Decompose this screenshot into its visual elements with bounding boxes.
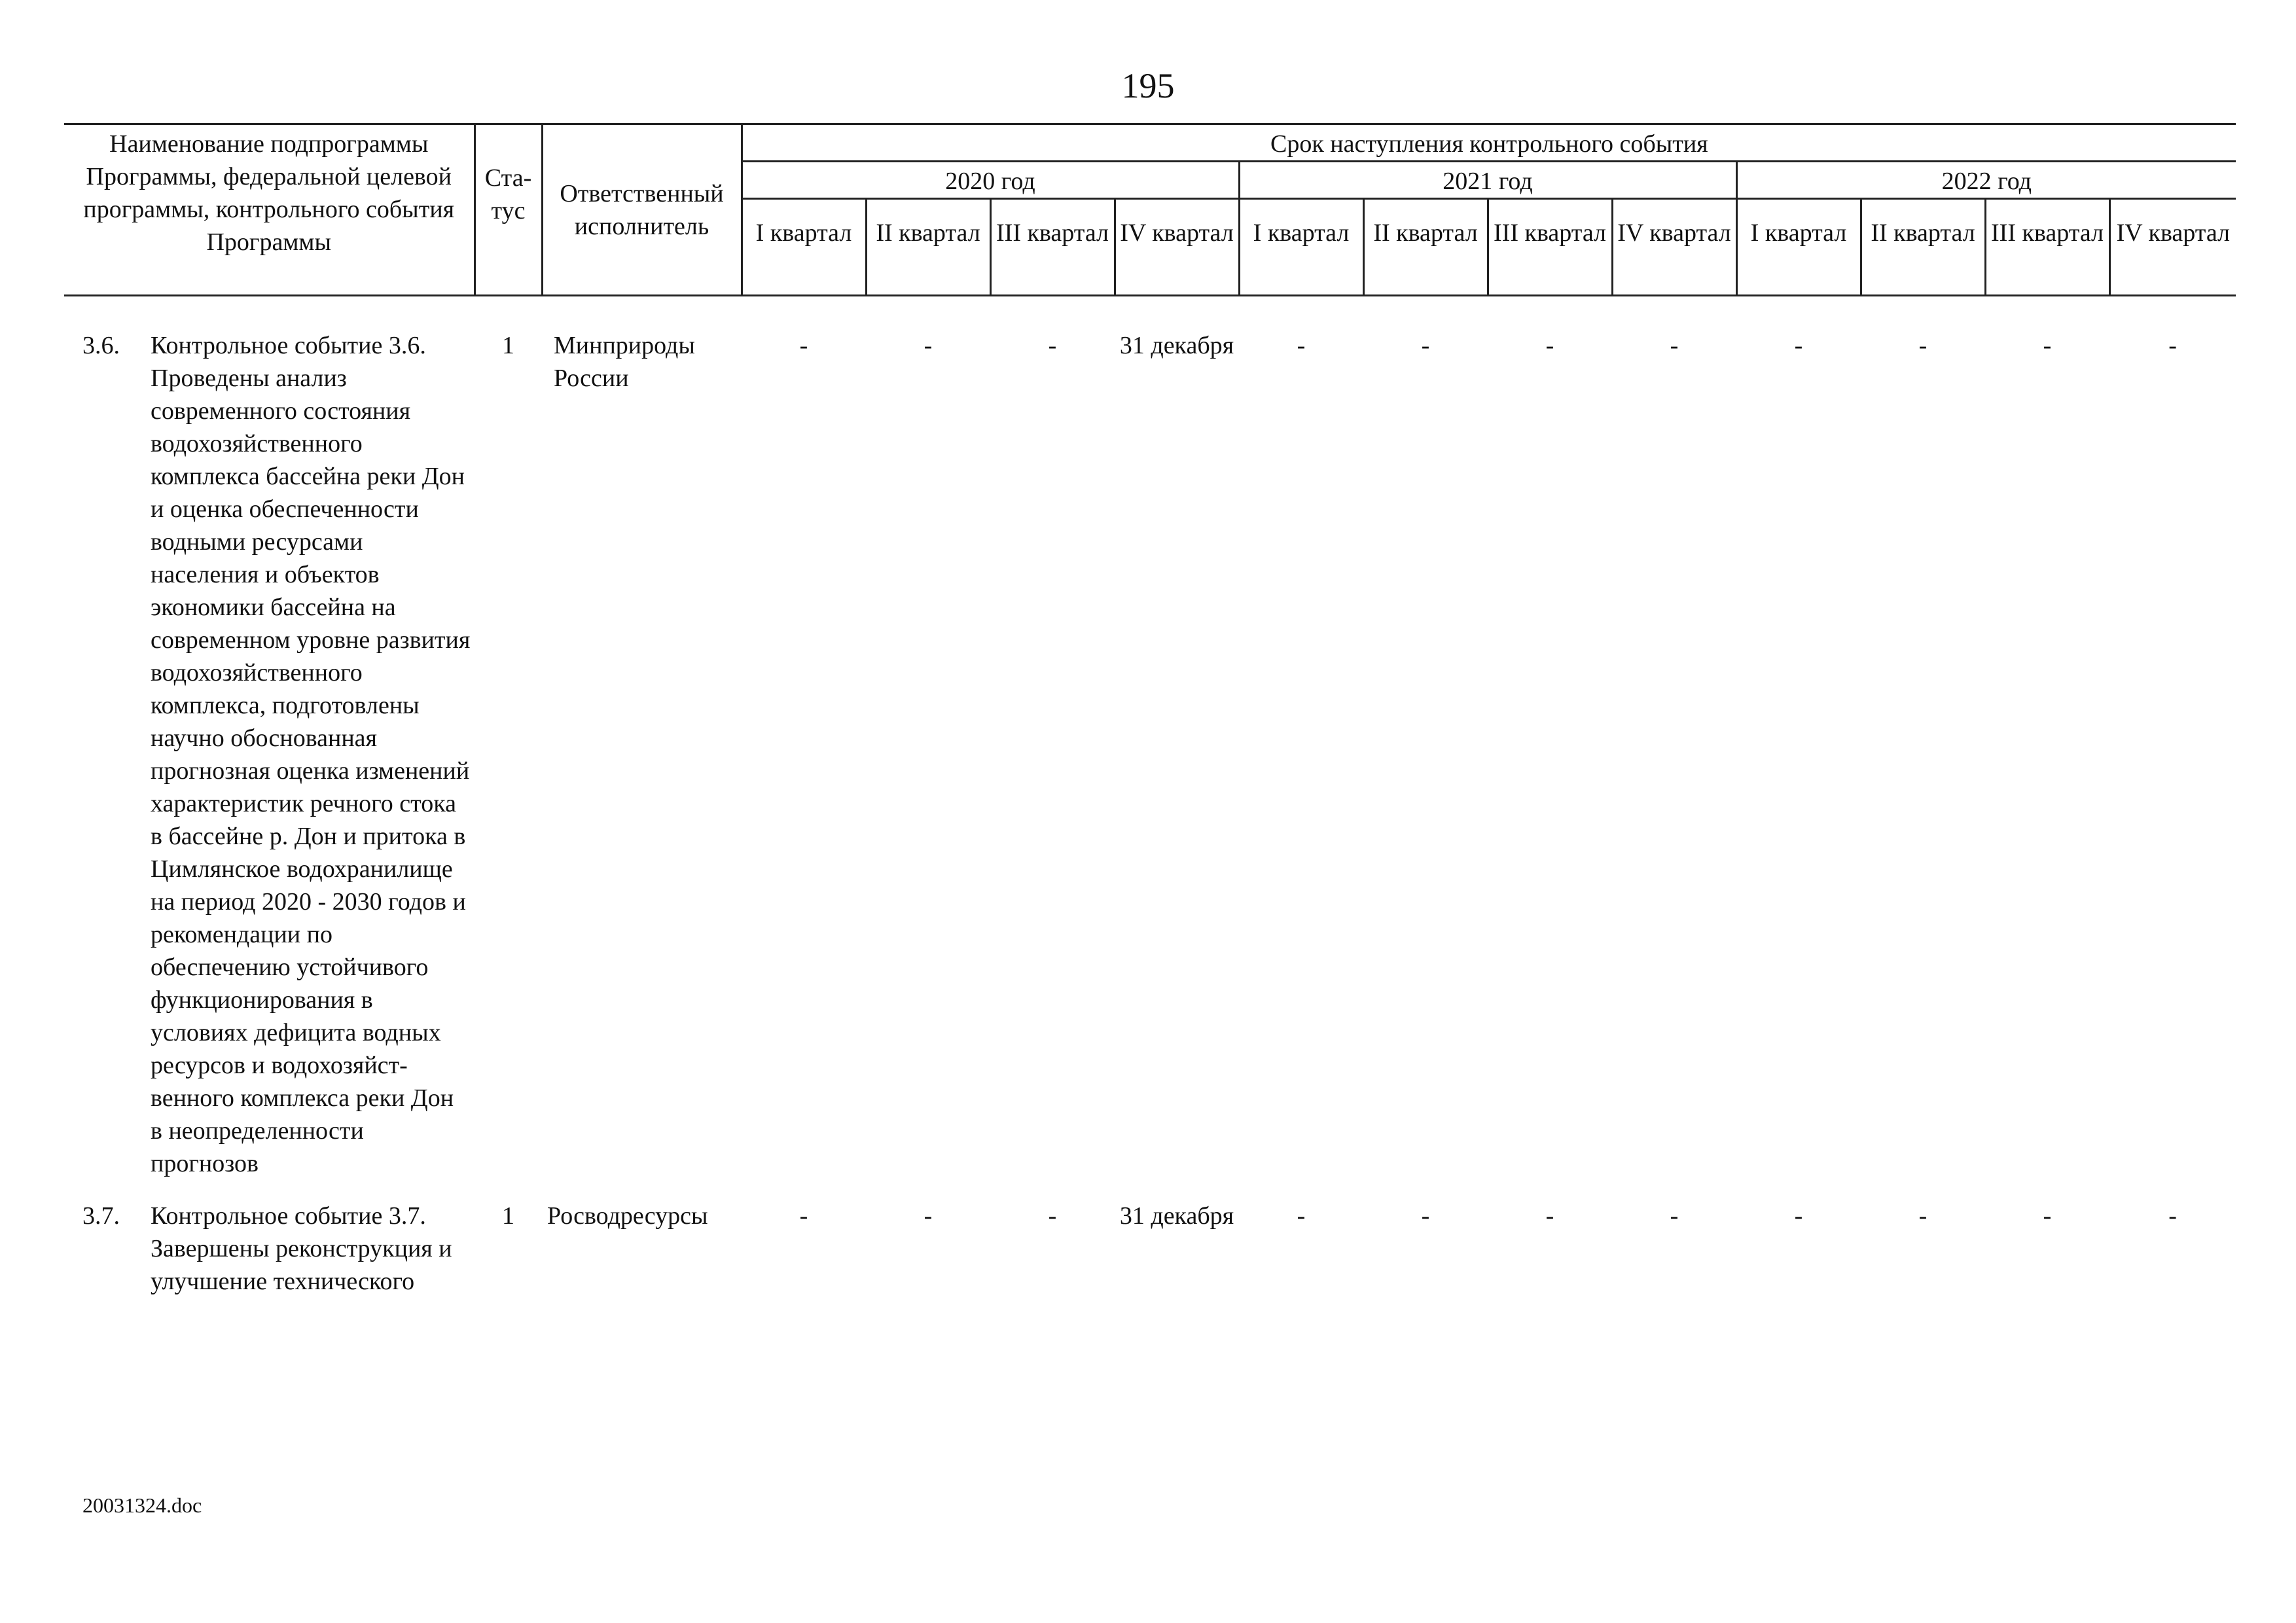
row-executor: Росводресурсы <box>547 1202 708 1230</box>
row-name-cell <box>64 329 475 1200</box>
footer-filename: 20031324.doc <box>82 1493 202 1517</box>
row-quarter: - <box>1670 332 1679 359</box>
row-quarter: - <box>1670 1202 1679 1230</box>
row-quarter: - <box>799 332 808 359</box>
row-number: 3.6. <box>82 332 120 359</box>
header-status: Ста- тус <box>475 124 542 296</box>
header-quarter: IV квартал <box>2109 199 2236 296</box>
row-quarter: - <box>1794 1202 1803 1230</box>
row-quarter: - <box>2168 1202 2177 1230</box>
row-quarter: - <box>924 332 933 359</box>
row-quarter: - <box>2043 1202 2052 1230</box>
header-quarter: IV квартал <box>1612 199 1736 296</box>
header-year-2020: 2020 год <box>742 162 1239 199</box>
row-status: 1 <box>502 1202 514 1230</box>
row-quarter: - <box>1048 1202 1057 1230</box>
row-executor: Минприроды России <box>554 332 695 392</box>
row-status: 1 <box>502 332 514 359</box>
row-quarter: - <box>1421 332 1430 359</box>
page-number: 195 <box>1121 66 1175 105</box>
row-quarter: - <box>1545 1202 1554 1230</box>
header-quarter: III квартал <box>990 199 1115 296</box>
row-name: Контрольное событие 3.6. Проведены анализ современного состояния водохозяйственного комплекса бассейна реки Дон и оценка обеспеченности водными ресурсами населения и объектов экономики бассейна на современном уровне развития водохозяйственного комплекса, подготовлены научно обоснованная прогнозная оценка изменений характеристик речного стока в бассейне р. Дон и притока в Цимлянское водохранилище на период 2020 - 2030 годов и рекомендации по обеспечению устойчивого функционирования в условиях дефицита водных ресурсов и водохозяйст- венного комплекса реки Дон в неопределенности прогнозов <box>151 332 471 1177</box>
header-quarter: I квартал <box>1239 199 1363 296</box>
header-quarter: I квартал <box>742 199 866 296</box>
header-quarter: III квартал <box>1488 199 1612 296</box>
header-name: Наименование подпрограммы Программы, федеральной целевой программы, контрольного события Программы <box>64 124 475 296</box>
table-row <box>64 329 2236 1200</box>
row-quarter: - <box>2043 332 2052 359</box>
header-quarter: IV квартал <box>1115 199 1239 296</box>
row-quarter: - <box>924 1202 933 1230</box>
row-quarter: - <box>1048 332 1057 359</box>
header-year-2022: 2022 год <box>1736 162 2236 199</box>
header-quarter: III квартал <box>1985 199 2109 296</box>
row-quarter: 31 декабря <box>1119 332 1234 359</box>
row-quarter: - <box>799 1202 808 1230</box>
row-quarter: - <box>2168 332 2177 359</box>
header-executor: Ответственный исполнитель <box>542 124 742 296</box>
control-events-table <box>64 123 2236 1298</box>
row-quarter: - <box>1794 332 1803 359</box>
row-quarter: - <box>1545 332 1554 359</box>
row-name: Контрольное событие 3.7. Завершены реконструкция и улучшение технического <box>151 1202 452 1295</box>
row-quarter: - <box>1297 332 1306 359</box>
row-quarter: - <box>1421 1202 1430 1230</box>
row-name-cell <box>64 1200 475 1298</box>
header-year-2021: 2021 год <box>1239 162 1736 199</box>
header-deadline: Срок наступления контрольного события <box>742 124 2236 162</box>
table-row <box>64 1200 2236 1298</box>
header-quarter: II квартал <box>866 199 990 296</box>
row-number: 3.7. <box>82 1202 120 1230</box>
header-quarter: II квартал <box>1363 199 1488 296</box>
row-quarter: - <box>1297 1202 1306 1230</box>
header-quarter: II квартал <box>1861 199 1985 296</box>
row-quarter: 31 декабря <box>1119 1202 1234 1230</box>
row-quarter: - <box>1918 1202 1928 1230</box>
header-quarter: I квартал <box>1736 199 1861 296</box>
row-quarter: - <box>1918 332 1928 359</box>
